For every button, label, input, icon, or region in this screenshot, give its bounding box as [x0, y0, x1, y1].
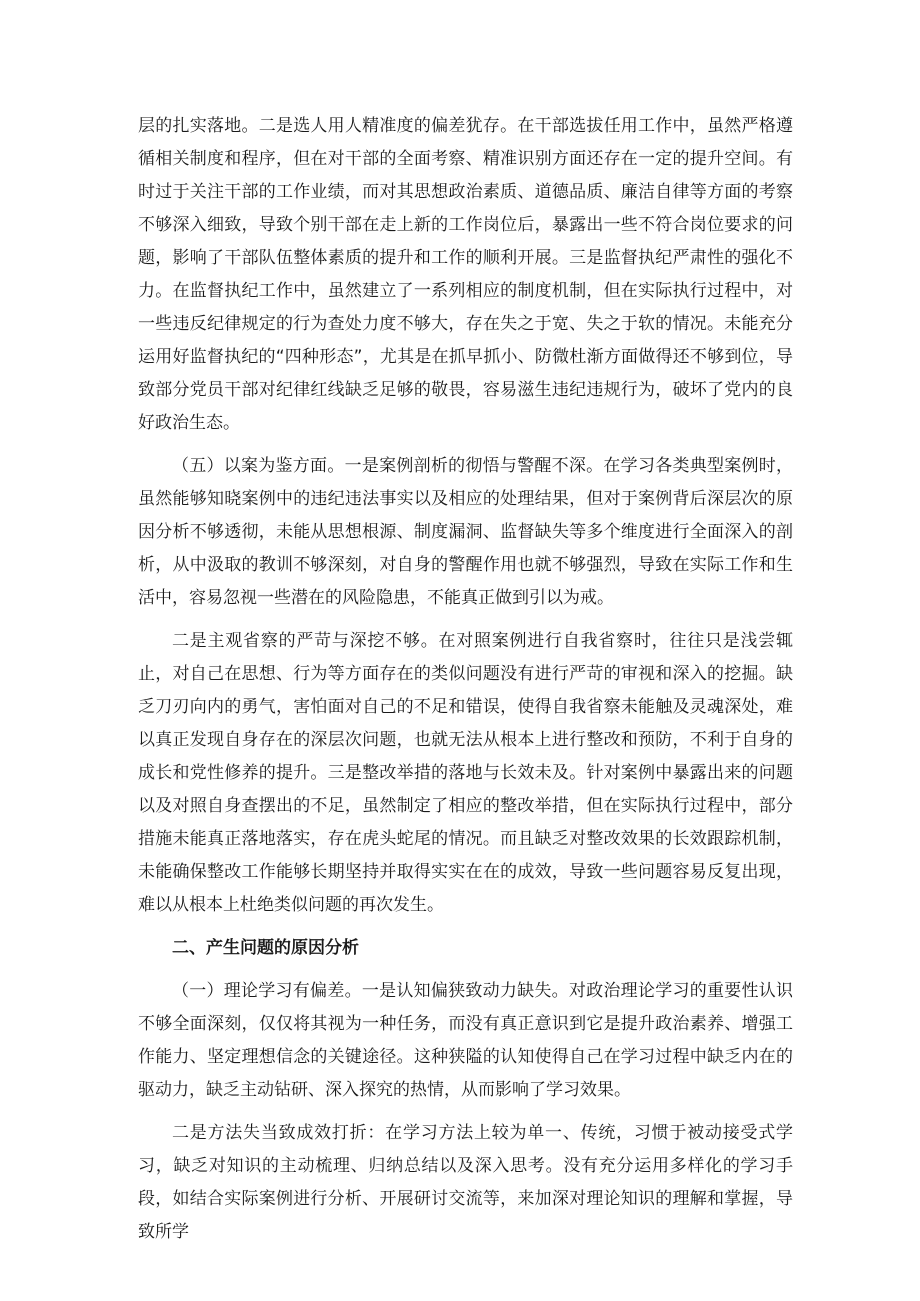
paragraph-study-methods: 二是方法失当致成效打折：在学习方法上较为单一、传统，习惯于被动接受式学习，缺乏对知识的主动梳理、归纳总结以及深入思考。没有充分运用多样化的学习手段，如结合实际案例进行分析、开展研讨交流等，来加深对理论知识的理解和掌握，导致所学	[138, 1123, 793, 1242]
document-page	[138, 110, 793, 1249]
paragraph-theory-study: （一）理论学习有偏差。一是认知偏狭致动力缺失。对政治理论学习的重要性认识不够全面深刻，仅仅将其视为一种任务，而没有真正意识到它是提升政治素养、增强工作能力、坚定理想信念的关键途径。这种狭隘的认知使得自己在学习过程中缺乏内在的驱动力，缺乏主动钻研、深入探究的热情，从而影响了学习效果。	[138, 981, 793, 1100]
paragraph-self-examination: 二是主观省察的严苛与深挖不够。在对照案例进行自我省察时，往往只是浅尝辄止，对自己在思想、行为等方面存在的类似问题没有进行严苛的审视和深入的挖掘。缺乏刀刃向内的勇气，害怕面对自己的不足和错误，使得自我省察未能触及灵魂深处，难以真正发现自身存在的深层次问题，也就无法从根本上进行整改和预防，不利于自身的成长和党性修养的提升。三是整改举措的落地与长效未及。针对案例中暴露出来的问题以及对照自身查摆出的不足，虽然制定了相应的整改举措，但在实际执行过程中，部分措施未能真正落地落实，存在虎头蛇尾的情况。而且缺乏对整改效果的长效跟踪机制，未能确保整改工作能够长期坚持并取得实实在在的成效，导致一些问题容易反复出现，难以从根本上杜绝类似问题的再次发生。	[138, 631, 793, 915]
paragraph-cadre-selection-discipline: 层的扎实落地。二是选人用人精准度的偏差犹存。在干部选拔任用工作中，虽然严格遵循相关制度和程序，但在对干部的全面考察、精准识别方面还存在一定的提升空间。有时过于关注干部的工作业绩，而对其思想政治素质、道德品质、廉洁自律等方面的考察不够深入细致，导致个别干部在走上新的工作岗位后，暴露出一些不符合岗位要求的问题，影响了干部队伍整体素质的提升和工作的顺利开展。三是监督执纪严肃性的强化不力。在监督执纪工作中，虽然建立了一系列相应的制度机制，但在实际执行过程中，对一些违反纪律规定的行为查处力度不够大，存在失之于宽、失之于软的情况。未能充分运用好监督执纪的“四种形态”，尤其是在抓早抓小、防微杜渐方面做得还不够到位，导致部分党员干部对纪律红线缺乏足够的敬畏，容易滋生违纪违规行为，破坏了党内的良好政治生态。	[138, 116, 793, 433]
paragraph-case-lessons: （五）以案为鉴方面。一是案例剖析的彻悟与警醒不深。在学习各类典型案例时，虽然能够知晓案例中的违纪违法事实以及相应的处理结果，但对于案例背后深层次的原因分析不够透彻，未能从思想根源、制度漏洞、监督缺失等多个维度进行全面深入的剖析，从中汲取的教训不够深刻，对自身的警醒作用也就不够强烈，导致在实际工作和生活中，容易忽视一些潜在的风险隐患，不能真正做到引以为戒。	[138, 456, 793, 608]
section-heading-cause-analysis: 二、产生问题的原因分析	[172, 938, 359, 958]
